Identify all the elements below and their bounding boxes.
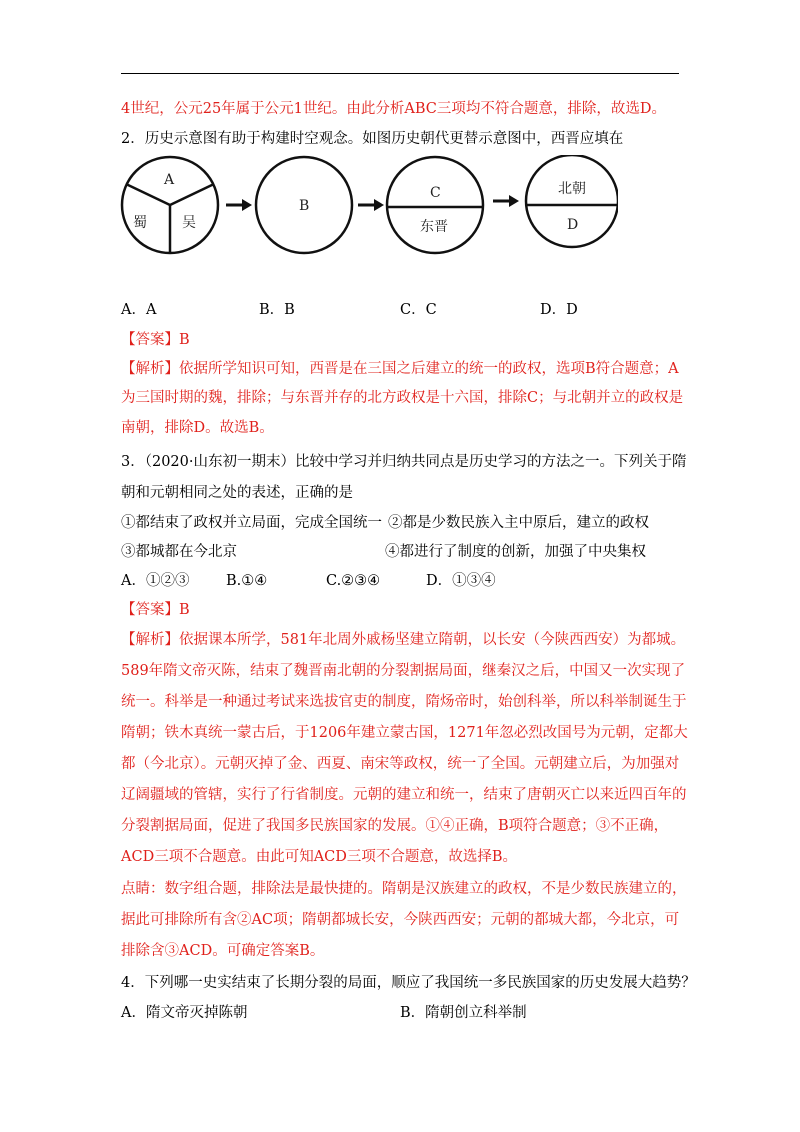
label-dongjin: 东晋 <box>420 219 448 235</box>
q2-answer: 【答案】B <box>121 332 190 348</box>
q2-stem: 2．历史示意图有助于构建时空观念。如图历史朝代更替示意图中，西晋应填在 <box>121 131 624 147</box>
three-kingdoms-circle <box>122 157 218 253</box>
q3-item-3: ③都城都在今北京 <box>121 544 237 560</box>
label-c: C <box>430 185 441 201</box>
q2-analysis-line: 【解析】依据所学知识可知，西晋是在三国之后建立的统一的政权，选项B符合题意；A <box>121 361 679 377</box>
q3-stem-line: 朝和元朝相同之处的表述，正确的是 <box>121 485 353 501</box>
q3-item-1: ①都结束了政权并立局面，完成全国统一 <box>121 515 382 531</box>
q3-item-4: ④都进行了制度的创新，加强了中央集权 <box>385 544 646 560</box>
circle-b <box>256 157 352 253</box>
q3-analysis-line: 【解析】依据课本所学，581年北周外戚杨坚建立隋朝，以长安（今陕西西安）为都城。 <box>121 632 686 648</box>
q2-analysis-line: 南朝，排除D。故选B。 <box>121 420 274 436</box>
q4-option-b: B．隋朝创立科举制 <box>400 1005 527 1021</box>
arrow-icon <box>226 199 252 211</box>
q2-option-b: B．B <box>259 302 295 318</box>
dynasty-succession-diagram <box>118 155 618 265</box>
q2-option-a: A．A <box>121 302 157 318</box>
q3-option-d: D．①③④ <box>426 573 496 589</box>
q3-answer: 【答案】B <box>121 602 190 618</box>
q3-analysis-line: 隋朝；铁木真统一蒙古后，于1206年建立蒙古国，1271年忽必烈改国号为元朝，定都大 <box>121 725 688 741</box>
q3-tip-line: 排除含③ACD。可确定答案B。 <box>121 943 325 959</box>
q3-tip-line: 据此可排除所有含②AC项；隋朝都城长安，今陕西西安；元朝的都城大都，今北京，可 <box>121 912 680 928</box>
q3-stem-line: 3．（2020·山东初一期末）比较中学习并归纳共同点是历史学习的方法之一。下列关于隋 <box>121 454 687 470</box>
circle-d <box>526 155 618 247</box>
q3-option-b: B.①④ <box>226 573 268 589</box>
q3-tip-line: 点睛：数字组合题，排除法是最快捷的。隋朝是汉族建立的政权，不是少数民族建立的， <box>121 881 687 897</box>
q2-analysis-line: 为三国时期的魏，排除；与东晋并存的北方政权是十六国，排除C；与北朝并立的政权是 <box>121 390 684 406</box>
q3-analysis-line: 统一。科举是一种通过考试来选拔官吏的制度，隋炀帝时，始创科举，所以科举制诞生于 <box>121 694 687 710</box>
q3-option-c: C.②③④ <box>326 573 381 589</box>
label-shu: 蜀 <box>133 215 147 231</box>
circle-c <box>387 157 483 253</box>
arrow-icon <box>358 199 384 211</box>
q3-analysis-line: 分裂割据局面，促进了我国多民族国家的发展。①④正确，B项符合题意；③不正确， <box>121 818 669 834</box>
label-d: D <box>567 217 579 233</box>
previous-analysis-tail: 4世纪，公元25年属于公元1世纪。由此分析ABC三项均不符合题意，排除，故选D。 <box>121 101 667 117</box>
arrow-icon <box>493 195 519 207</box>
q2-option-d: D．D <box>540 302 578 318</box>
q3-option-a: A．①②③ <box>121 573 190 589</box>
header-rule <box>121 73 679 74</box>
label-a: A <box>164 172 175 188</box>
q3-analysis-line: 辽阔疆域的管辖，实行了行省制度。元朝的建立和统一，结束了唐朝灭亡以来近四百年的 <box>121 787 687 803</box>
q3-analysis-line: 都（今北京）。元朝灭掉了金、西夏、南宋等政权，统一了全国。元朝建立后，为加强对 <box>121 756 680 772</box>
q2-option-c: C．C <box>400 302 437 318</box>
q3-analysis-line: 589年隋文帝灭陈，结束了魏晋南北朝的分裂割据局面，继秦汉之后，中国又一次实现了 <box>121 663 686 679</box>
q4-option-a: A．隋文帝灭掉陈朝 <box>121 1005 248 1021</box>
q3-analysis-line: ACD三项不合题意。由此可知ACD三项不合题意，故选择B。 <box>121 849 518 865</box>
label-b: B <box>299 198 310 214</box>
q4-stem: 4．下列哪一史实结束了长期分裂的局面，顺应了我国统一多民族国家的历史发展大趋势？ <box>121 975 696 991</box>
q3-item-2: ②都是少数民族入主中原后，建立的政权 <box>388 515 649 531</box>
label-wu: 吴 <box>182 215 196 231</box>
label-beichao: 北朝 <box>558 181 586 197</box>
